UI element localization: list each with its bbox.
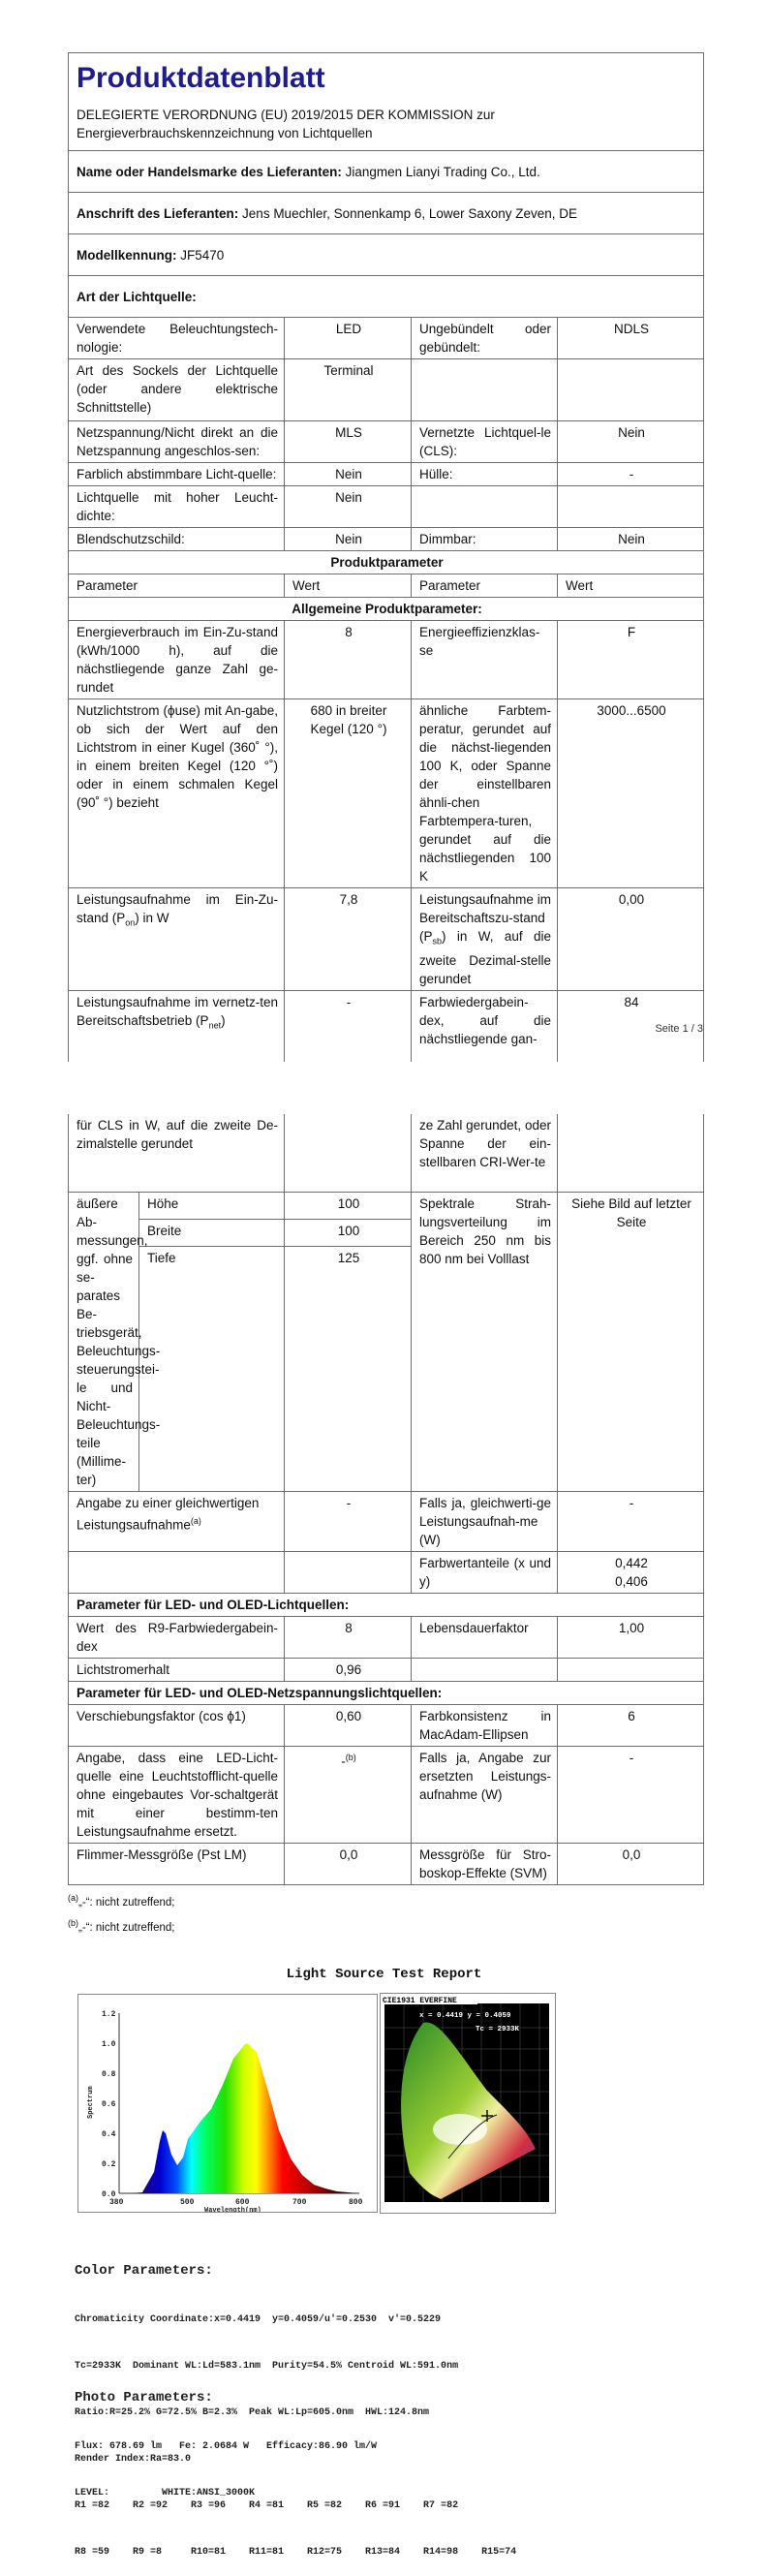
model-label: Modellkennung:: [77, 247, 177, 263]
empty-cell: [558, 486, 704, 528]
datasheet-table-page-2: [68, 1114, 704, 1885]
colour-tuneable-label: Farblich abstimmbare Licht-quelle:: [69, 463, 285, 486]
networked-standby-label-continued: für CLS in W, auf die zweite De-zimalstelle gerundet: [69, 1114, 285, 1192]
mains-label: Netzspannung/Nicht direkt an die Netzspannung angeschlos-sen:: [69, 421, 285, 463]
high-luminance-value: Nein: [285, 486, 412, 528]
cct-label: ähnliche Farbtem-peratur, gerundet auf die nächst-liegenden 100 K, oder Spanne der einstellbaren ähnli-chen Farbtempera-turen, gerundet auf die nächstliegenden 100 K: [412, 699, 558, 888]
color-line-r8-r15: R8 =59 R9 =8 R10=81 R11=81 R12=75 R13=84 R14=98 R15=74: [75, 2547, 517, 2558]
svg-text:700: 700: [292, 2198, 307, 2207]
cie-color-temperature: Tc = 2933K: [476, 2026, 520, 2033]
cri-label-continued: ze Zahl gerundet, oder Spanne der ein-stellbaren CRI-Wer-te: [412, 1114, 558, 1192]
spectrum-curve: [119, 2043, 359, 2193]
svg-text:380: 380: [109, 2198, 124, 2207]
empty-cell: [558, 1658, 704, 1681]
cri-label: Farbwiedergabein-dex, auf die nächstliegende gan-: [412, 990, 558, 1062]
product-parameters-heading: Produktparameter: [69, 551, 704, 574]
supplier-address-row: [69, 193, 704, 234]
directional-label: Ungebündelt oder gebündelt:: [412, 318, 558, 359]
on-mode-power-label: Leistungsaufnahme im Ein-Zu-stand $(P_{on})$ in W: [69, 888, 285, 991]
dimension-depth-value: 125: [285, 1246, 412, 1491]
color-parameters-heading: Color Parameters:: [75, 2263, 213, 2279]
photo-parameters-heading: Photo Parameters:: [75, 2390, 213, 2405]
empty-cell: [558, 1114, 704, 1192]
spectrum-chart: [77, 1994, 378, 2213]
svg-text:1.2: 1.2: [102, 2010, 116, 2019]
column-header-value: Wert: [285, 574, 412, 598]
chromaticity-x: 0,442: [615, 1555, 648, 1570]
energy-consumption-label: Energieverbrauch im Ein-Zu-stand (kWh/1000 h), auf die nächstliegende ganze Zahl ge-rundet: [69, 621, 285, 699]
on-mode-power-value: 7,8: [285, 888, 412, 991]
regulation-reference: DELEGIERTE VERORDNUNG (EU) 2019/2015 DER KOMMISSION zur Energieverbrauchskennzeichnung von Lichtquellen: [77, 108, 495, 140]
useful-flux-label: Nutzlichtstrom (ϕuse) mit An-gabe, ob sich der Wert auf den Lichtstrom in einer Kugel (360˚ °), in einem breiten Kegel (120 °˚) oder in einem schmalen Kegel (90˚ °) bezieht: [69, 699, 285, 888]
r9-label: Wert des R9-Farbwiedergabein-dex: [69, 1616, 285, 1658]
high-luminance-label: Lichtquelle mit hoher Leucht-dichte:: [69, 486, 285, 528]
dimension-width-value: 100: [285, 1219, 412, 1246]
dimension-height-label: Höhe: [139, 1192, 285, 1219]
svg-text:800: 800: [349, 2198, 363, 2207]
equivalent-power-value: -: [558, 1491, 704, 1551]
chromaticity-label: Farbwertanteile (x und y): [412, 1551, 558, 1593]
light-source-type-heading: Art der Lichtquelle:: [69, 276, 704, 318]
color-line-ratio: Ratio:R=25.2% G=72.5% B=2.3% Peak WL:Lp=605.0nm HWL:124.8nm: [75, 2407, 430, 2418]
svg-text:0.0: 0.0: [102, 2190, 116, 2199]
column-header-parameter: Parameter: [412, 574, 558, 598]
survival-factor-value: 1,00: [558, 1616, 704, 1658]
color-line-tc: Tc=2933K Dominant WL:Ld=583.1nm Purity=54.5% Centroid WL:591.0nm: [75, 2361, 459, 2372]
stroboscopic-metric-value: 0,0: [558, 1843, 704, 1884]
svg-text:Spectrum: Spectrum: [87, 2086, 95, 2119]
colour-consistency-value: 6: [558, 1704, 704, 1746]
svg-text:600: 600: [235, 2198, 250, 2207]
replaced-power-label: Falls ja, Angabe zur ersetzten Leistungs-aufnahme (W): [412, 1746, 558, 1843]
equivalent-power-label: Falls ja, gleichwerti-ge Leistungsaufnah-me (W): [412, 1491, 558, 1551]
spectral-distribution-value: Siehe Bild auf letzter Seite: [558, 1192, 704, 1491]
flicker-metric-label: Flimmer-Messgröße (Pst LM): [69, 1843, 285, 1884]
empty-cell: [412, 486, 558, 528]
chromaticity-value: [558, 1551, 704, 1593]
photo-parameters: [75, 2358, 377, 2517]
energy-class-value: F: [558, 621, 704, 699]
dimension-depth-label: Tiefe: [139, 1246, 285, 1491]
anti-glare-label: Blendschutzschild:: [69, 528, 285, 551]
svg-text:Wavelength(nm): Wavelength(nm): [204, 2207, 261, 2212]
standby-power-value: 0,00: [558, 888, 704, 991]
colour-consistency-label: Farbkonsistenz in MacAdam-Ellipsen: [412, 1704, 558, 1746]
supplier-name-row: [69, 151, 704, 193]
empty-cell: [412, 1658, 558, 1681]
flicker-metric-value: 0,0: [285, 1843, 412, 1884]
svg-text:0.4: 0.4: [102, 2130, 116, 2139]
energy-consumption-value: 8: [285, 621, 412, 699]
cie-coordinates: x = 0.4419 y = 0.4059: [419, 2012, 511, 2020]
directional-value: NDLS: [558, 318, 704, 359]
lighting-technology-value: LED: [285, 318, 412, 359]
test-report-title: Light Source Test Report: [286, 1967, 482, 1982]
fluorescent-replacement-claim-label: Angabe, dass eine LED-Licht-quelle eine Leuchtstofflicht-quelle ohne eingebautes Vor-schaltgerät mit einer bestimm-ten Leistungsaufnahme ersetzt.: [69, 1746, 285, 1843]
cri-value: 84: [558, 990, 704, 1062]
cie1931-diagram: [380, 1993, 556, 2214]
outer-dimensions-label: äußere Ab-messungen, ggf. ohne se-parates Be-triebsgerät, Beleuchtungs-steuerungstei-le und Nicht-Beleuchtungs-teile (Millime-ter): [69, 1192, 139, 1491]
dimmable-label: Dimmbar:: [412, 528, 558, 551]
cct-value: 3000...6500: [558, 699, 704, 888]
svg-text:500: 500: [180, 2198, 195, 2207]
chromaticity-y: 0,406: [615, 1573, 648, 1589]
connected-value: Nein: [558, 421, 704, 463]
dimension-height-value: 100: [285, 1192, 412, 1219]
footnote-a: $^{(a)}$„-“: nicht zutreffend;: [68, 1892, 175, 1909]
empty-cell: [285, 1114, 412, 1192]
standby-power-label: Leistungsaufnahme im Bereitschaftszu-stand $(P_{sb})$ in W, auf die zweite Dezimal-stelle gerundet: [412, 888, 558, 991]
general-parameters-heading: Allgemeine Produktparameter:: [69, 598, 704, 621]
equivalent-power-claim-value: -: [285, 1491, 412, 1551]
column-header-value: Wert: [558, 574, 704, 598]
title-cell: [69, 53, 704, 151]
spectral-distribution-label: Spektrale Strah-lungsverteilung im Bereich 250 nm bis 800 nm bei Volllast: [412, 1192, 558, 1491]
datasheet-page-1: [68, 52, 703, 1062]
cie-label: CIE1931 EVERFINE: [383, 1997, 457, 2005]
dimension-width-label: Breite: [139, 1219, 285, 1246]
cap-type-value: Terminal: [285, 359, 412, 421]
footnote-b: $^{(b)}$„-“: nicht zutreffend;: [68, 1918, 175, 1935]
equivalent-power-claim-label: Angabe zu einer gleichwertigen Leistungsaufnahme$^{(a)}$: [69, 1491, 285, 1551]
document-title: Produktdatenblatt: [77, 62, 325, 94]
lumen-maintenance-value: 0,96: [285, 1658, 412, 1681]
replaced-power-value: -: [558, 1746, 704, 1843]
color-line-chromaticity: Chromaticity Coordinate:x=0.4419 y=0.4059/u'=0.2530 v'=0.5229: [75, 2314, 442, 2325]
spectrum-plot: [78, 1995, 377, 2212]
empty-cell: [285, 1551, 412, 1593]
datasheet-table-page-1: [68, 52, 704, 1062]
useful-flux-value: 680 in breiter Kegel (120 °): [285, 699, 412, 888]
displacement-factor-value: 0,60: [285, 1704, 412, 1746]
lumen-maintenance-label: Lichtstromerhalt: [69, 1658, 285, 1681]
lighting-technology-label: Verwendete Beleuchtungstech-nologie:: [69, 318, 285, 359]
energy-class-label: Energieeffizienzklas-se: [412, 621, 558, 699]
mains-led-parameters-heading: Parameter für LED- und OLED-Netzspannungslichtquellen:: [69, 1681, 704, 1704]
supplier-address-label: Anschrift des Lieferanten:: [77, 205, 239, 221]
svg-text:0.6: 0.6: [102, 2100, 116, 2109]
svg-text:0.8: 0.8: [102, 2070, 116, 2079]
colour-tuneable-value: Nein: [285, 463, 412, 486]
photo-line-flux: Flux: 678.69 lm Fe: 2.0684 W Efficacy:86.90 lm/W: [75, 2441, 378, 2452]
model-row: [69, 234, 704, 276]
page-number: Seite 1 / 3: [655, 1023, 703, 1035]
supplier-name-value: Jiangmen Lianyi Trading Co., Ltd.: [345, 164, 540, 179]
supplier-name-label: Name oder Handelsmarke des Lieferanten:: [77, 164, 342, 179]
svg-text:1.0: 1.0: [102, 2040, 116, 2049]
datasheet-page-2: [68, 1114, 703, 1939]
networked-standby-label: Leistungsaufnahme im vernetz-ten Bereitschaftsbetrieb $(P_{net})$: [69, 990, 285, 1062]
mains-value: MLS: [285, 421, 412, 463]
r9-value: 8: [285, 1616, 412, 1658]
color-line-render-index: Render Index:Ra=83.0: [75, 2454, 192, 2465]
cap-type-label: Art des Sockels der Lichtquelle (oder andere elektrische Schnittstelle): [69, 359, 285, 421]
anti-glare-value: Nein: [285, 528, 412, 551]
networked-standby-value: -: [285, 990, 412, 1062]
connected-label: Vernetzte Lichtquel-le (CLS):: [412, 421, 558, 463]
empty-cell: [69, 1551, 285, 1593]
photo-line-level: LEVEL: WHITE:ANSI_3000K: [75, 2488, 256, 2498]
supplier-address-value: Jens Muechler, Sonnenkamp 6, Lower Saxony Zeven, DE: [242, 205, 577, 221]
empty-cell: [412, 359, 558, 421]
column-header-parameter: Parameter: [69, 574, 285, 598]
cie-chromaticity-plot: [381, 1994, 555, 2213]
envelope-label: Hülle:: [412, 463, 558, 486]
model-value: JF5470: [180, 247, 225, 263]
displacement-factor-label: Verschiebungsfaktor (cos ϕ1): [69, 1704, 285, 1746]
dimmable-value: Nein: [558, 528, 704, 551]
envelope-value: -: [558, 463, 704, 486]
fluorescent-replacement-claim-value: -$^{(b)}$: [285, 1746, 412, 1843]
led-parameters-heading: Parameter für LED- und OLED-Lichtquellen:: [69, 1593, 704, 1616]
svg-text:0.2: 0.2: [102, 2160, 116, 2169]
stroboscopic-metric-label: Messgröße für Stro-boskop-Effekte (SVM): [412, 1843, 558, 1884]
color-line-r1-r7: R1 =82 R2 =92 R3 =96 R4 =81 R5 =82 R6 =91 R7 =82: [75, 2500, 459, 2511]
empty-cell: [558, 359, 704, 421]
survival-factor-label: Lebensdauerfaktor: [412, 1616, 558, 1658]
